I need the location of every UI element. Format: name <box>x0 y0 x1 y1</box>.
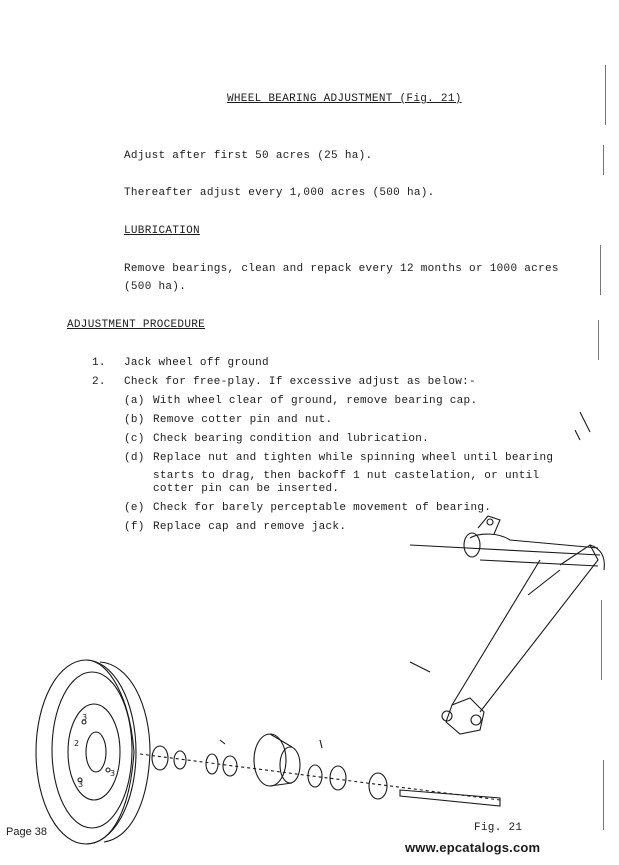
lubrication-line-2: (500 ha). <box>124 281 187 293</box>
substep-text-continued: cotter pin can be inserted. <box>153 483 340 495</box>
bearing-cap <box>152 746 168 770</box>
substep-text: With wheel clear of ground, remove bearing cap. <box>153 395 478 407</box>
washer <box>206 754 218 774</box>
step-text: Jack wheel off ground <box>124 357 269 369</box>
substep-text: Check for barely perceptable movement of bearing. <box>153 502 492 514</box>
wheel-center-hole <box>86 732 106 772</box>
substep-key: (d) <box>124 452 145 464</box>
wheel-disc <box>68 704 120 800</box>
wheel-mark: 3 <box>82 713 88 722</box>
wheel-mark: 2 <box>74 739 80 748</box>
substep-text: Remove cotter pin and nut. <box>153 414 333 426</box>
substep-text-continued: starts to drag, then backoff 1 nut castelation, or until <box>153 470 540 482</box>
leader-line <box>410 412 590 672</box>
procedure-heading: ADJUSTMENT PROCEDURE <box>67 319 206 331</box>
page-title: WHEEL BEARING ADJUSTMENT (Fig. 21) <box>227 93 462 105</box>
substep-key: (f) <box>124 521 145 533</box>
page-number: Page 38 <box>6 826 47 838</box>
axle-beam <box>410 545 600 555</box>
step-number: 1. <box>92 357 106 369</box>
seal <box>369 773 387 799</box>
substep-text: Replace nut and tighten while spinning wheel until bearing <box>153 452 554 464</box>
step-number: 2. <box>92 376 106 388</box>
wheel-mark: 3 <box>78 780 84 789</box>
step-text: Check for free-play. If excessive adjust as below:- <box>124 376 476 388</box>
spindle <box>400 790 500 806</box>
axle-arm <box>480 545 598 712</box>
axle-arm <box>528 570 560 595</box>
substep-key: (c) <box>124 433 145 445</box>
arm-end-hole <box>471 715 481 725</box>
wheel-rim-edge <box>86 660 134 844</box>
inner-bearing <box>330 766 346 790</box>
leader-line <box>220 740 322 748</box>
intro-line-1: Adjust after first 50 acres (25 ha). <box>124 150 373 162</box>
substep-key: (a) <box>124 395 145 407</box>
hub-flange <box>254 734 286 786</box>
figure-label: Fig. 21 <box>474 822 523 834</box>
watermark: www.epcatalogs.com <box>405 840 541 855</box>
lubrication-heading: LUBRICATION <box>124 225 200 237</box>
axle-beam <box>470 534 598 548</box>
substep-text: Replace cap and remove jack. <box>153 521 347 533</box>
hub-body <box>280 747 300 783</box>
intro-line-2: Thereafter adjust every 1,000 acres (500 ha). <box>124 187 435 199</box>
substep-key: (e) <box>124 502 145 514</box>
wheel-mark: 3 <box>110 769 116 778</box>
bracket-bolt <box>487 519 493 525</box>
substep-key: (b) <box>124 414 145 426</box>
explode-axis <box>140 754 500 800</box>
substep-text: Check bearing condition and lubrication. <box>153 433 430 445</box>
wheel-rim-back <box>100 662 150 842</box>
lubrication-line-1: Remove bearings, clean and repack every 12 months or 1000 acres <box>124 263 559 275</box>
axle-arm <box>452 560 540 705</box>
